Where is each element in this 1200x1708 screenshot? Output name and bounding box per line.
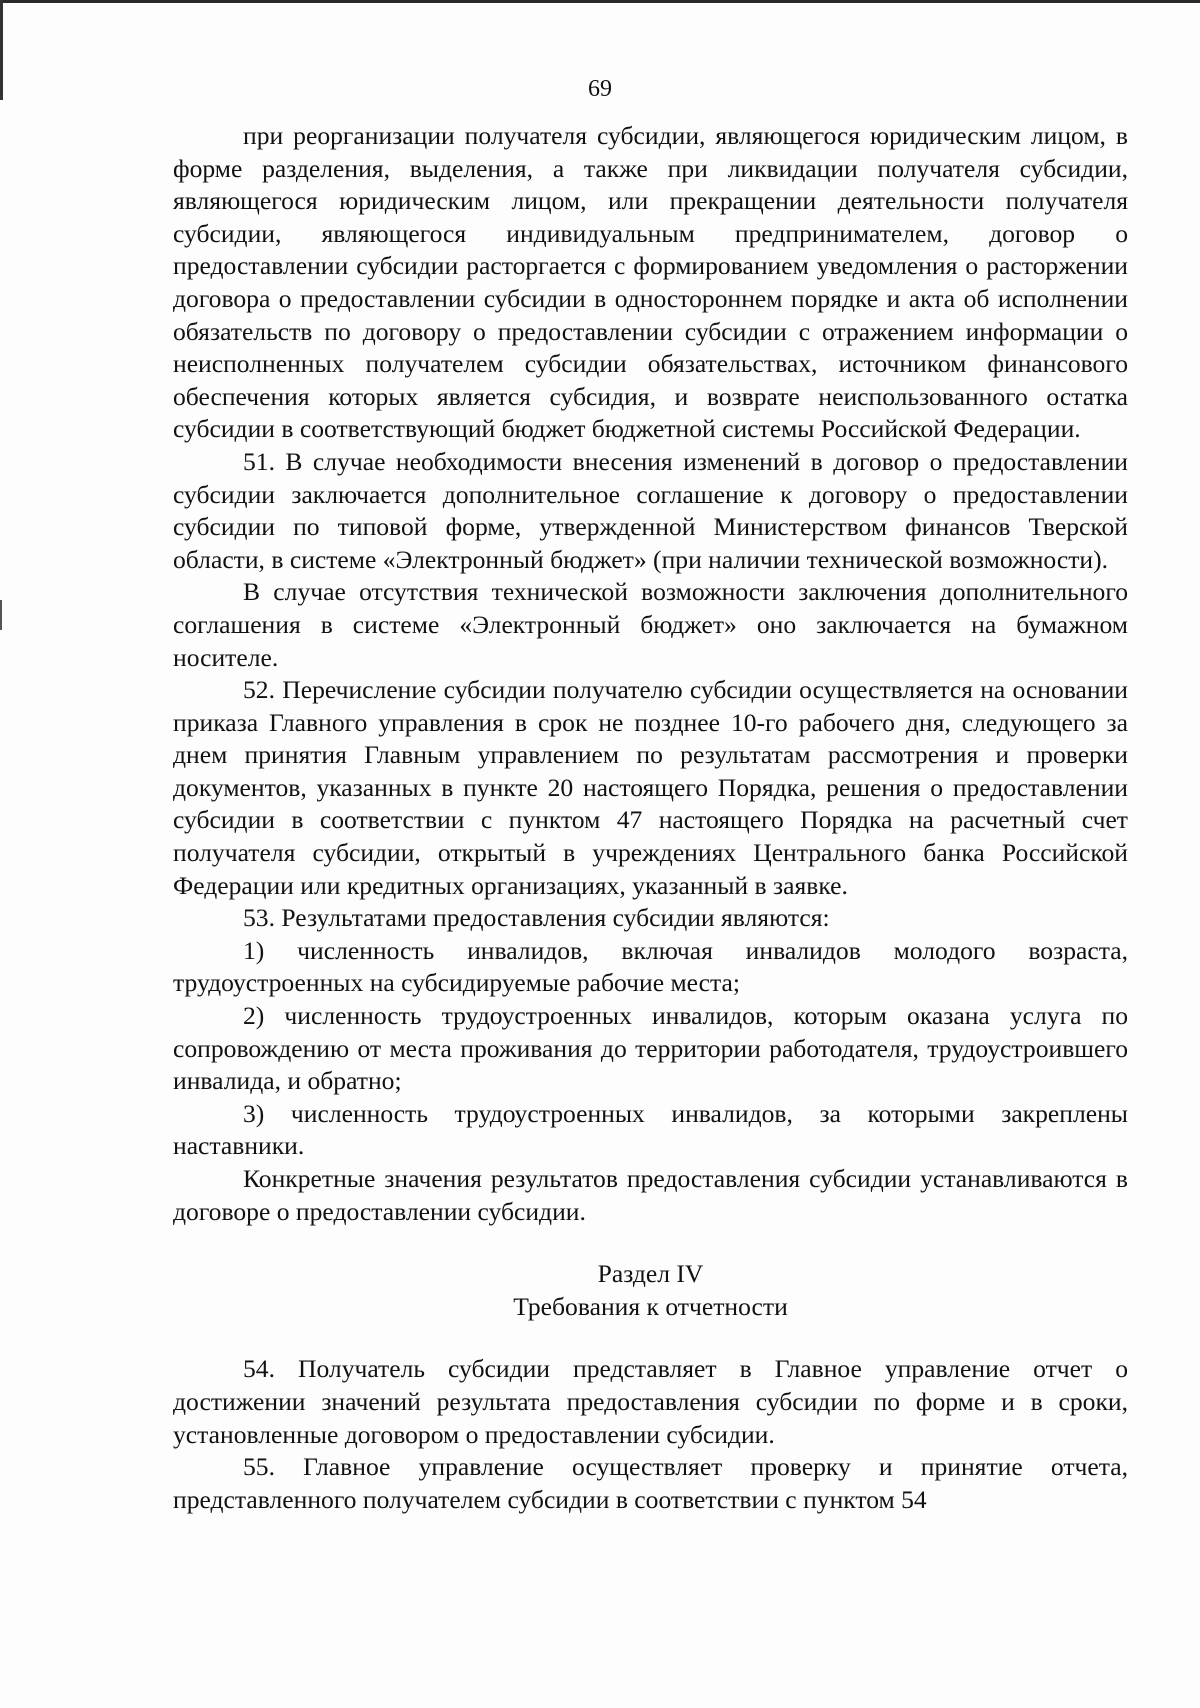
list-item: 2) численность трудоустроенных инвалидов, которым оказана услуга по сопровождению от места проживания до территории работодателя, трудоустроившего инвалида, и обратно; bbox=[173, 1001, 1128, 1096]
list-item: 3) численность трудоустроенных инвалидов, за которыми закреплены наставники. bbox=[173, 1098, 1128, 1161]
section-subtitle: Требования к отчетности bbox=[513, 1291, 788, 1321]
paragraph: при реорганизации получателя субсидии, являющегося юридическим лицом, в форме разделения, выделения, а также при ликвидации получателя субсидии, являющегося юридическим лицом, или прекращении деятельности получателя субсидии, являющегося индивидуальным предпринимателем, договор о предоставлении субсидии расторгается с формированием уведомления о расторжении договора о предоставлении субсидии в одностороннем порядке и акта об исполнении обязательств по договору о предоставлении субсидии с отражением информации о неисполненных получателем субсидии обязательствах, источником финансового обеспечения которых является субсидия, и возврате неиспользованного остатка субсидии в соответствующий бюджет бюджетной системы Российской Федерации. bbox=[173, 121, 1128, 444]
scan-edge bbox=[0, 600, 2, 630]
page-number: 69 bbox=[588, 76, 612, 102]
paragraph: 51. В случае необходимости внесения изменений в договор о предоставлении субсидии заключается дополнительное соглашение к договору о предоставлении субсидии по типовой форме, утвержденной Министерством финансов Тверской области, в системе «Электронный бюджет» (при наличии технической возможности). bbox=[173, 446, 1128, 574]
section-title: Раздел IV bbox=[597, 1259, 704, 1289]
document-body bbox=[173, 120, 1128, 1516]
paragraph: Конкретные значения результатов предоставления субсидии устанавливаются в договоре о предоставлении субсидии. bbox=[173, 1164, 1128, 1226]
paragraph: 55. Главное управление осуществляет проверку и принятие отчета, представленного получателем субсидии в соответствии с пунктом 54 bbox=[173, 1452, 1128, 1514]
paragraph: 53. Результатами предоставления субсидии являются: bbox=[243, 903, 830, 933]
paragraph: 52. Перечисление субсидии получателю субсидии осуществляется на основании приказа Главного управления в срок не позднее 10-го рабочего дня, следующего за днем принятия Главным управлением по результатам рассмотрения и проверки документов, указанных в пункте 20 настоящего Порядка, решения о предоставлении субсидии в соответствии с пунктом 47 настоящего Порядка на расчетный счет получателя субсидии, открытый в учреждениях Центрального банка Российской Федерации или кредитных организациях, указанный в заявке. bbox=[173, 675, 1128, 900]
scan-edge bbox=[0, 0, 1200, 3]
paragraph: 54. Получатель субсидии представляет в Главное управление отчет о достижении значений результата предоставления субсидии по форме и в сроки, установленные договором о предоставлении субсидии. bbox=[173, 1354, 1128, 1449]
list-item: 1) численность инвалидов, включая инвалидов молодого возраста, трудоустроенных на субсидируемые рабочие места; bbox=[173, 935, 1128, 998]
paragraph: В случае отсутствия технической возможности заключения дополнительного соглашения в системе «Электронный бюджет» оно заключается на бумажном носителе. bbox=[173, 577, 1128, 672]
